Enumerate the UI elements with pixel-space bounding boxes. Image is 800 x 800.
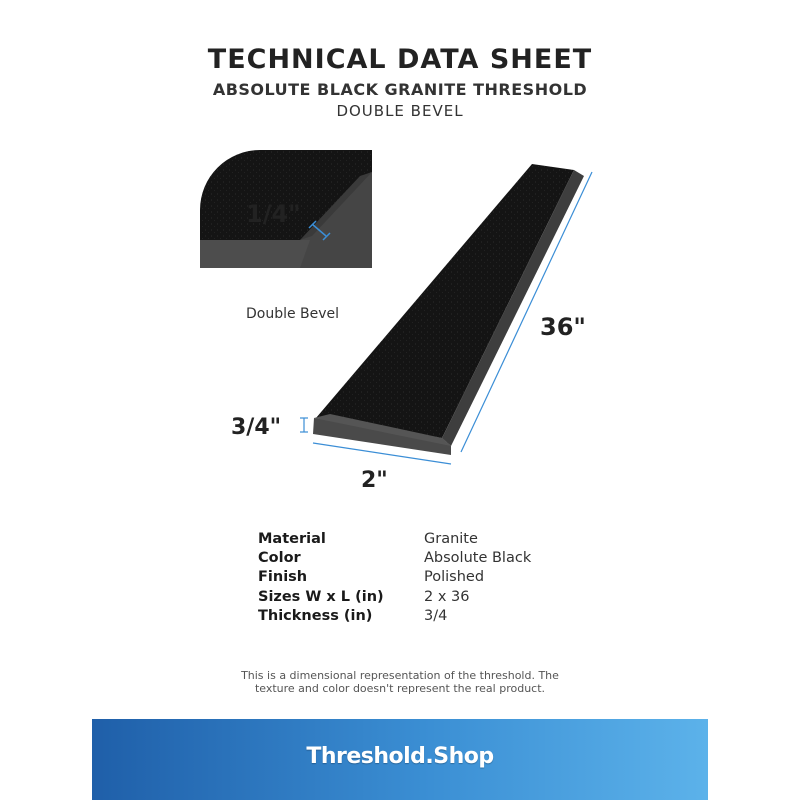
bevel-size-label: 1/4"	[246, 200, 301, 228]
page-title: TECHNICAL DATA SHEET	[207, 44, 593, 75]
spec-value: Absolute Black	[424, 550, 532, 567]
spec-value: 2 x 36	[424, 588, 470, 605]
spec-row	[258, 549, 531, 568]
thickness-label: 3/4"	[231, 415, 282, 440]
brand-logo[interactable]: Threshold.Shop	[306, 744, 494, 769]
spec-value: 3/4	[424, 607, 448, 624]
spec-row	[258, 568, 531, 587]
spec-row	[258, 530, 531, 549]
disclaimer-line: texture and color doesn't represent the real product.	[254, 682, 546, 695]
spec-label: Color	[258, 550, 301, 567]
disclaimer	[0, 669, 800, 695]
width-label: 2"	[361, 468, 388, 493]
spec-table	[258, 530, 531, 626]
spec-value: Granite	[424, 531, 478, 547]
spec-label: Material	[258, 531, 326, 547]
spec-label: Sizes W x L (in)	[258, 588, 384, 605]
spec-label: Finish	[258, 569, 308, 586]
length-label: 36"	[540, 313, 586, 341]
detail-caption: Double Bevel	[246, 306, 340, 322]
spec-row	[258, 607, 531, 626]
brand-footer	[92, 719, 708, 800]
spec-value: Polished	[424, 569, 485, 586]
disclaimer-line: This is a dimensional representation of the threshold. The	[241, 669, 559, 682]
spec-label: Thickness (in)	[258, 607, 373, 624]
edge-profile: DOUBLE BEVEL	[336, 102, 464, 120]
spec-row	[258, 588, 531, 607]
product-name: ABSOLUTE BLACK GRANITE THRESHOLD	[212, 80, 588, 99]
